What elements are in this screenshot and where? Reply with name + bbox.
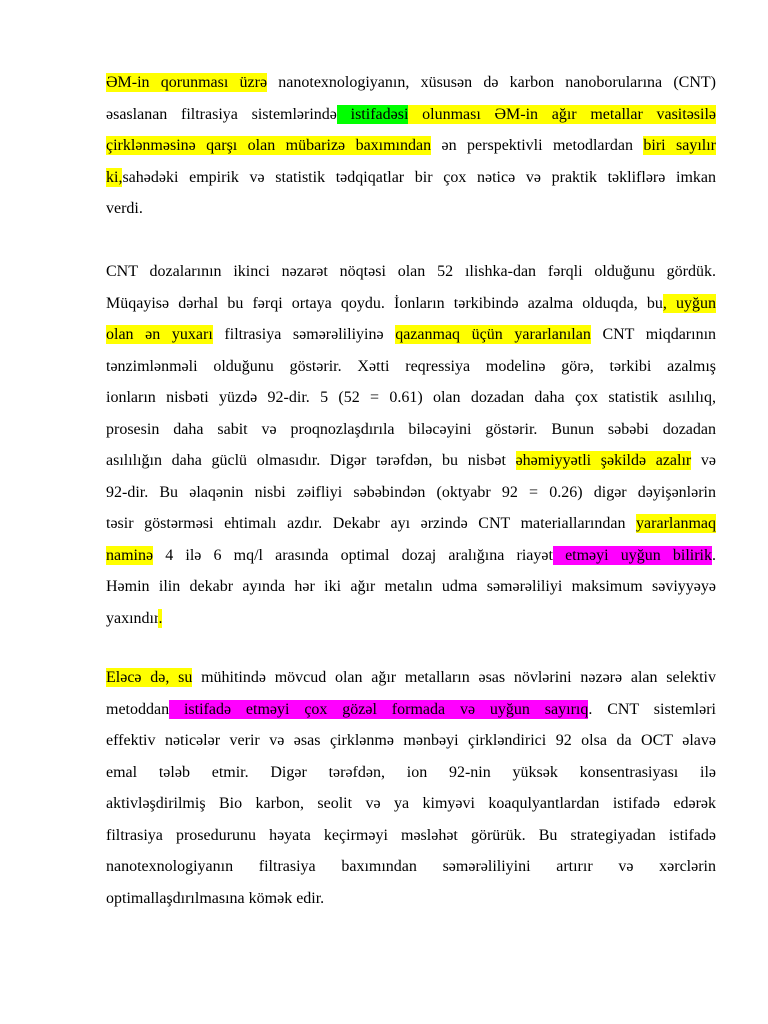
text-line <box>106 261 716 283</box>
text-line <box>106 387 716 409</box>
text-line <box>106 450 716 472</box>
text-run: mühitində mövcud olan ağır metalların əsas növlərini nəzərə alan selektiv <box>192 669 716 686</box>
text-line <box>106 762 716 784</box>
text-run: yaxındır <box>106 609 159 627</box>
text-run: . CNT sistemləri <box>588 700 716 718</box>
text-run: təsir göstərməsi ehtimalı azdır. Dekabr ayı ərzində CNT materiallarından <box>106 515 637 532</box>
text-run: CNT miqdarının <box>590 326 717 343</box>
text-run: . <box>712 546 716 564</box>
text-line <box>106 198 716 220</box>
text-line <box>106 730 716 752</box>
highlighted-text: , uyğun <box>662 294 716 312</box>
text-run: Müqayisə dərhal bu fərqi ortaya qoydu. İonların tərkibində azalma olduqda, bu <box>106 294 663 312</box>
text-line <box>106 608 716 630</box>
text-run: filtrasiya prosedurunu həyata keçirməyi məsləhət görürük. Bu strategiyadan istifadə <box>106 826 716 844</box>
text-run: ən perspektivli metodlardan <box>431 137 644 154</box>
highlighted-text: əhəmiyyətli şəkildə azalır <box>515 452 692 469</box>
text-line <box>106 825 716 847</box>
text-run: verdi. <box>106 200 143 217</box>
text-run: nanotexnologiyanın filtrasiya baxımından səmərəliliyini artırır və xərclərin <box>106 858 716 875</box>
text-run: nanotexnologiyanın, xüsusən də karbon nanoborularına (CNT) <box>267 74 716 91</box>
text-run: Həmin ilin dekabr ayında hər iki ağır metalın udma səmərəliliyi maksimum səviyyəyə <box>106 578 716 595</box>
text-run: tənzimlənməli olduğunu göstərir. Xətti reqressiya modelinə görə, tərkibi azalmış <box>106 357 716 375</box>
text-line <box>106 324 716 346</box>
text-run: sahədəki empirik və statistik tədqiqatlar bir çox nəticə və praktik təkliflərə imkan <box>122 168 716 186</box>
text-line <box>106 104 716 126</box>
text-line <box>106 167 716 189</box>
highlighted-text: olunması ƏM-in ağır metallar vasitəsilə <box>408 105 717 123</box>
highlighted-text: ƏM-in qorunması üzrə <box>106 74 268 91</box>
text-line <box>106 699 716 721</box>
text-line <box>106 545 716 567</box>
text-run: emal tələb etmir. Digər tərəfdən, ion 92-nin yüksək konsentrasiyası ilə <box>106 763 716 781</box>
text-line <box>106 856 716 878</box>
text-run: prosesin daha sabit və proqnozlaşdırıla biləcəyini göstərir. Bunun səbəbi dozadan <box>106 420 716 438</box>
highlighted-text: qazanmaq üçün yararlanılan <box>395 326 591 343</box>
text-run: filtrasiya səmərəliliyinə <box>212 326 396 343</box>
text-run: metoddan <box>106 700 170 718</box>
text-run: CNT dozalarının ikinci nəzarət nöqtəsi olan 52 ılishka-dan fərqli olduğunu gördük. <box>106 263 716 280</box>
text-line <box>106 888 716 910</box>
text-line <box>106 419 716 441</box>
text-line <box>106 667 716 689</box>
highlighted-text: biri sayılır <box>643 137 716 154</box>
highlighted-text: etməyi uyğun bilirik <box>552 546 712 564</box>
text-run: ionların nisbəti yüzdə 92-dir. 5 (52 = 0.61) olan dozadan daha çox statistik asılılıq, <box>106 389 716 406</box>
text-run: aktivləşdirilmiş Bio karbon, seolit və ya kimyəvi koaqulyantlardan istifadə edərək <box>106 795 716 812</box>
highlighted-text: çirklənməsinə qarşı olan mübarizə baxımından <box>106 137 432 154</box>
text-line <box>106 513 716 535</box>
highlighted-text: . <box>158 609 163 627</box>
text-run: asılılığın daha güclü olmasıdır. Digər tərəfdən, bu nisbət <box>106 452 516 469</box>
text-line <box>106 135 716 157</box>
text-run: effektiv nəticələr verir və əsas çirklənmə mənbəyi çirkləndirici 92 olsa da OCT əlavə <box>106 732 716 749</box>
text-line <box>106 576 716 598</box>
highlighted-text: istifadə etməyi çox gözəl formada və uyğun sayırıq <box>169 700 589 718</box>
text-run: və <box>691 452 717 469</box>
highlighted-text: ki, <box>106 168 123 186</box>
text-line <box>106 356 716 378</box>
text-line <box>106 72 716 94</box>
text-line <box>106 293 716 315</box>
text-run: əsaslanan filtrasiya sistemlərində <box>106 105 337 123</box>
highlighted-text: istifadəsi <box>336 105 409 123</box>
text-run: 4 ilə 6 mq/l arasında optimal dozaj aralığına riayət <box>153 546 553 564</box>
highlighted-text: olan ən yuxarı <box>106 326 213 343</box>
highlighted-text: naminə <box>106 546 154 564</box>
text-line <box>106 793 716 815</box>
text-run: optimallaşdırılmasına kömək edir. <box>106 889 325 907</box>
text-line <box>106 482 716 504</box>
highlighted-text: Eləcə də, su <box>106 669 193 686</box>
highlighted-text: yararlanmaq <box>636 515 716 532</box>
text-run: 92-dir. Bu əlaqənin nisbi zəifliyi səbəbindən (oktyabr 92 = 0.26) digər dəyişənlərin <box>106 483 716 501</box>
